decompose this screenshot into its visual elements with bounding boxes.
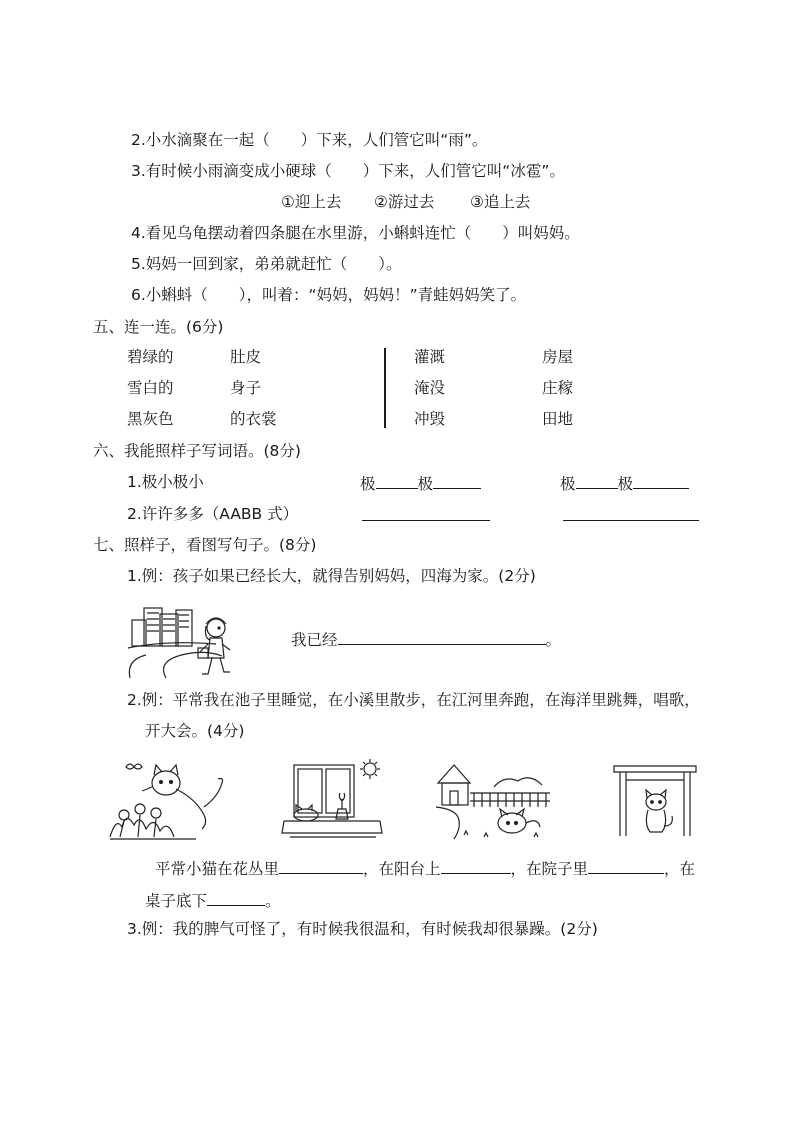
fill-sentence-2-line-1 — [155, 857, 695, 879]
example-2-line-2: 开大会。(4分) — [145, 722, 245, 740]
match-left-b-1: 肚皮 — [230, 348, 262, 366]
aabb-blank-1-wrap — [362, 504, 490, 526]
fill-suffix: 。 — [545, 631, 562, 649]
fill-blank-yard[interactable] — [588, 857, 664, 874]
fill-sentence-2-line-2 — [145, 889, 281, 911]
fill-sentence-1 — [291, 628, 561, 650]
question-4-6: 6.小蝌蚪（ ），叫着：“妈妈，妈妈！”青蛙妈妈笑了。 — [131, 286, 527, 304]
match-right-b-3: 田地 — [542, 410, 574, 428]
word-item-2: 2.许许多多（AABB 式） — [127, 505, 299, 523]
fill-blank-1[interactable] — [338, 628, 546, 645]
house-roof-icon — [438, 765, 470, 783]
aabb-blank-1[interactable] — [362, 504, 490, 521]
ji-char: 极 — [560, 475, 576, 493]
ji-char: 极 — [617, 475, 634, 493]
match-right-a-2: 淹没 — [414, 379, 446, 397]
section-6-title: 六、我能照样子写词语。(8分) — [93, 442, 301, 460]
aabb-blank-2-wrap — [563, 504, 699, 526]
question-4-3: 3.有时候小雨滴变成小硬球（ ）下来，人们管它叫“冰雹”。 — [131, 162, 565, 180]
cat-under-table-illustration — [612, 760, 698, 840]
divider-line — [384, 348, 386, 428]
aabb-blank-2[interactable] — [563, 504, 699, 521]
section-5-title: 五、连一连。(6分) — [93, 318, 224, 336]
fill-blank-flowers[interactable] — [279, 857, 363, 874]
fill-text-e: 桌子底下 — [145, 892, 208, 910]
house-icon — [442, 783, 468, 805]
example-3: 3.例：我的脾气可怪了，有时候我很温和，有时候我却很暴躁。(2分) — [127, 920, 598, 938]
match-right-a-1: 灌溉 — [414, 348, 446, 366]
cat-head-icon — [152, 771, 180, 795]
example-1: 1.例：孩子如果已经长大，就得告别妈妈，四海为家。(2分) — [127, 567, 536, 585]
option-2: ②游过去 — [374, 193, 435, 211]
match-left-a-2: 雪白的 — [127, 379, 174, 397]
match-left-a-3: 黑灰色 — [127, 410, 174, 428]
match-right-b-1: 房屋 — [542, 348, 574, 366]
butterfly-icon — [126, 764, 142, 769]
fill-text-c: ，在院子里 — [510, 860, 589, 878]
girl-head-icon — [207, 619, 225, 637]
fill-prefix: 我已经 — [291, 631, 338, 649]
match-right-a-3: 冲毁 — [414, 410, 446, 428]
fill-text-end: 。 — [265, 892, 281, 910]
option-1: ①迎上去 — [281, 193, 342, 211]
sun-icon — [364, 763, 376, 775]
question-4-5: 5.妈妈一回到家，弟弟就赶忙（ ）。 — [131, 255, 402, 273]
word-blank[interactable] — [376, 472, 418, 489]
option-3: ③追上去 — [470, 193, 531, 211]
word-item-1: 1.极小极小 — [127, 473, 204, 491]
cat-in-flowers-illustration — [106, 757, 232, 841]
fill-text-d: ，在 — [664, 860, 696, 878]
girl-leaving-illustration — [126, 600, 252, 680]
cat-in-yard-illustration — [434, 757, 554, 841]
word-blank[interactable] — [433, 472, 481, 489]
example-2-line-1: 2.例：平常我在池子里睡觉，在小溪里散步，在江河里奔跑，在海洋里跳舞，唱歌， — [127, 691, 700, 709]
question-4-2: 2.小水滴聚在一起（ ）下来，人们管它叫“雨”。 — [131, 131, 488, 149]
ji-char: 极 — [360, 475, 376, 493]
match-right-b-2: 庄稼 — [542, 379, 574, 397]
match-left-a-1: 碧绿的 — [127, 348, 174, 366]
fill-text-a: 平常小猫在花丛里 — [155, 860, 280, 878]
fill-blank-table[interactable] — [207, 889, 265, 906]
path-road — [164, 652, 223, 678]
fill-text-b: ，在阳台上 — [363, 860, 441, 878]
match-left-b-3: 的衣裳 — [230, 410, 277, 428]
word-blank[interactable] — [633, 472, 689, 489]
word-blank-group-1 — [360, 472, 481, 494]
match-left-b-2: 身子 — [230, 379, 262, 397]
ji-char: 极 — [417, 475, 434, 493]
sleeping-cat-icon — [294, 809, 318, 821]
section-7-title: 七、照样子，看图写句子。(8分) — [93, 536, 317, 554]
cat-on-balcony-illustration — [280, 757, 390, 841]
word-blank[interactable] — [576, 472, 618, 489]
question-4-4: 4.看见乌龟摆动着四条腿在水里游，小蝌蚪连忙（ ）叫妈妈。 — [131, 224, 580, 242]
sitting-cat-icon — [646, 794, 666, 810]
fill-blank-balcony[interactable] — [441, 857, 511, 874]
table-top-icon — [614, 766, 696, 772]
word-blank-group-2 — [560, 472, 689, 494]
